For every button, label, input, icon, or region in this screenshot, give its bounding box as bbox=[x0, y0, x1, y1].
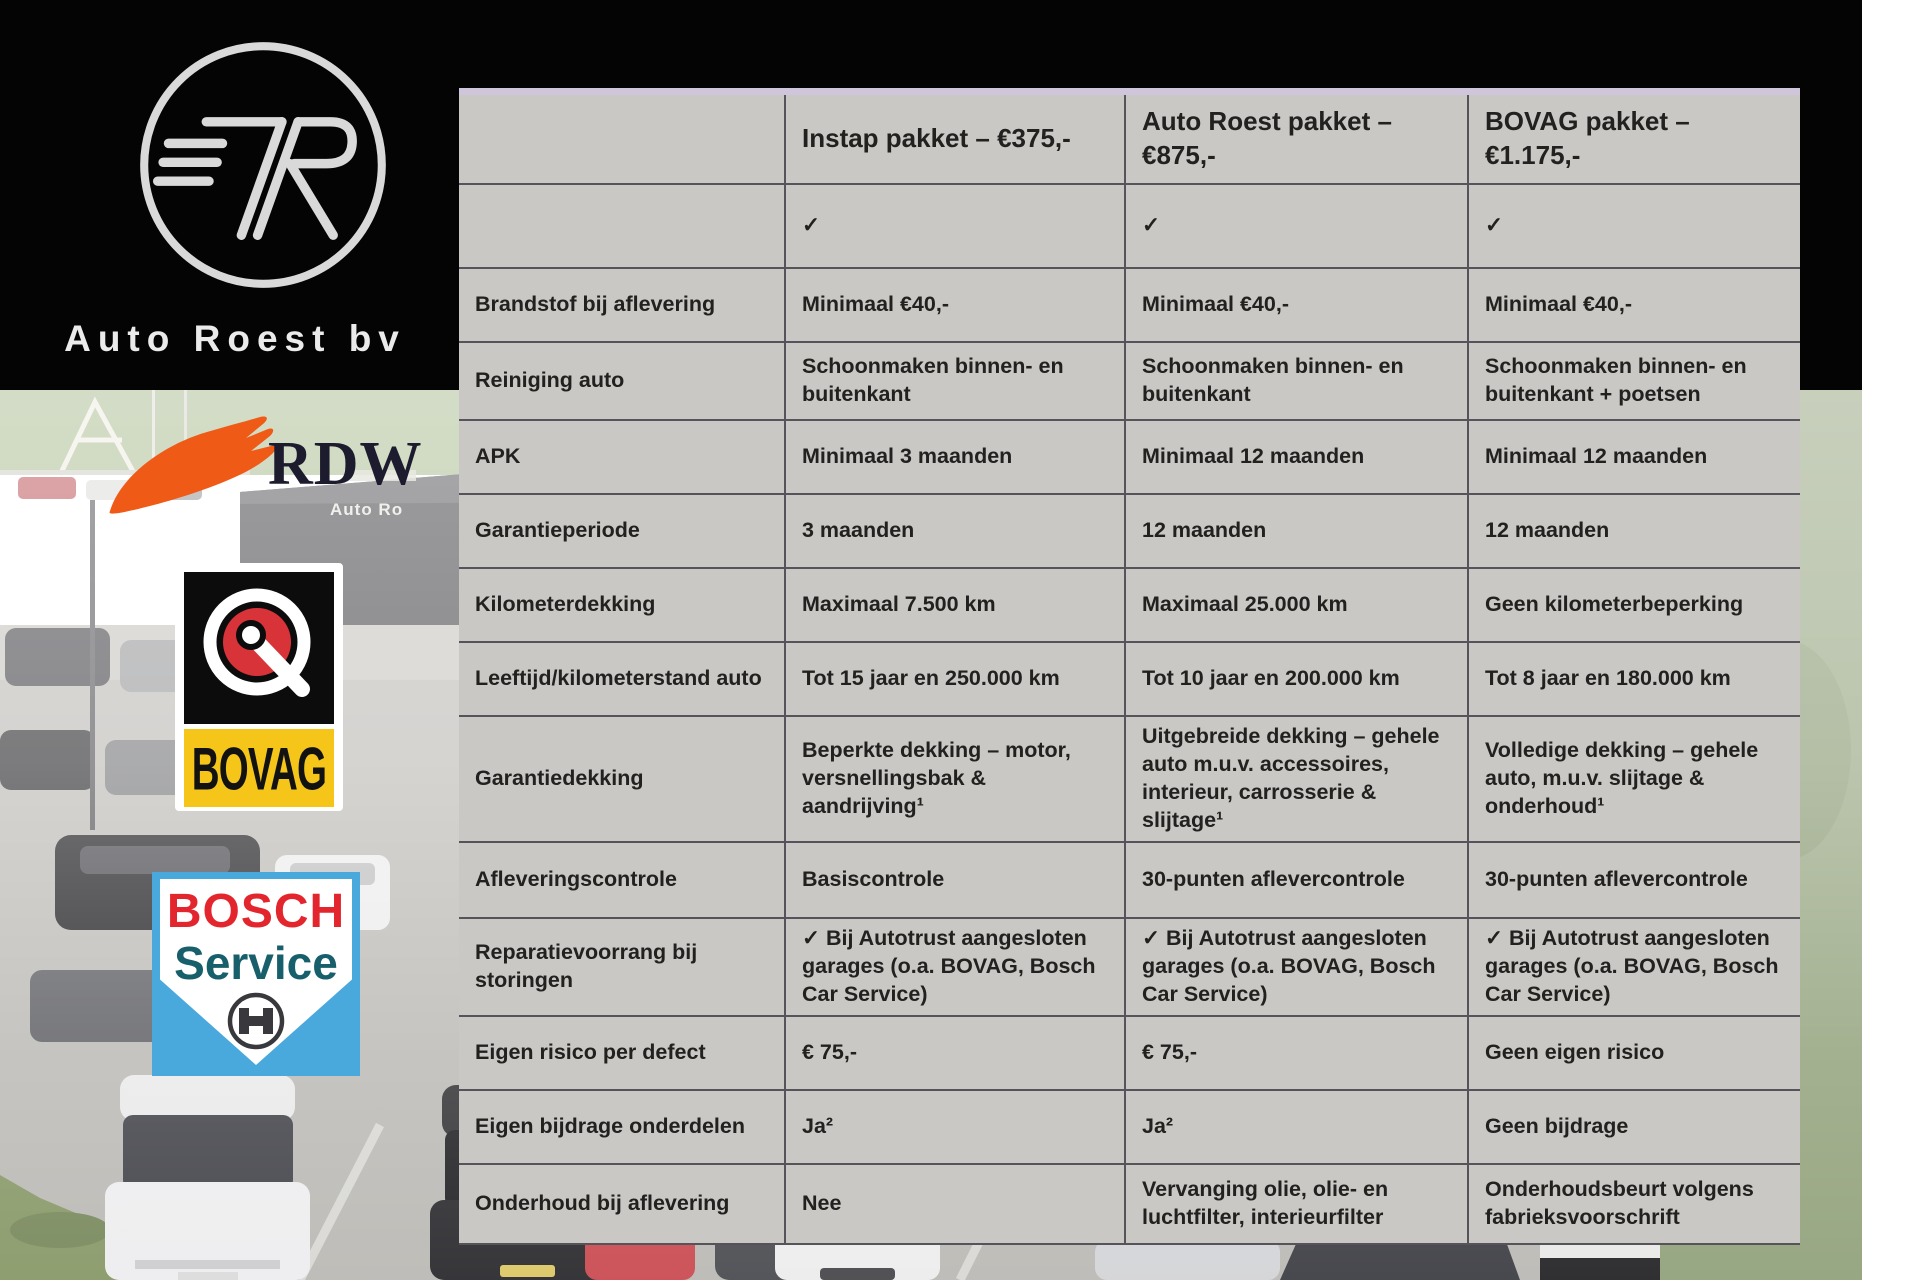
cell: Minimaal €40,- bbox=[1125, 268, 1468, 342]
cell: ✓ Bij Autotrust aangesloten garages (o.a. BOVAG, Bosch Car Service) bbox=[1125, 918, 1468, 1016]
row-label: Afleveringscontrole bbox=[459, 842, 785, 918]
bosch-service-label: Service bbox=[174, 937, 338, 989]
row-label: Reiniging auto bbox=[459, 342, 785, 420]
table-row bbox=[459, 342, 1800, 420]
cell: Beperkte dekking – motor, versnellingsbak & aandrijving¹ bbox=[785, 716, 1125, 842]
cell: ✓ bbox=[1125, 184, 1468, 268]
cell: Volledige dekking – gehele auto, m.u.v. slijtage & onderhoud¹ bbox=[1468, 716, 1800, 842]
cell: Ja² bbox=[1125, 1090, 1468, 1164]
row-label: Onderhoud bij aflevering bbox=[459, 1164, 785, 1244]
building-sign: Auto Ro bbox=[330, 500, 404, 519]
bosch-label: BOSCH bbox=[166, 885, 346, 938]
bovag-tyre-icon bbox=[184, 572, 334, 724]
table-row bbox=[459, 1016, 1800, 1090]
row-label: Garantieperiode bbox=[459, 494, 785, 568]
table-header-row bbox=[459, 92, 1800, 185]
cell: ✓ bbox=[1468, 184, 1800, 268]
cell: Minimaal 12 maanden bbox=[1468, 420, 1800, 494]
table-row bbox=[459, 1090, 1800, 1164]
auto-roest-logo-icon bbox=[128, 30, 398, 300]
cell: € 75,- bbox=[785, 1016, 1125, 1090]
table-row bbox=[459, 420, 1800, 494]
bosch-service-logo bbox=[152, 872, 360, 1076]
rdw-wing-icon bbox=[100, 415, 285, 525]
cell: Vervanging olie, olie- en luchtfilter, interieurfilter bbox=[1125, 1164, 1468, 1244]
row-label: Brandstof bij aflevering bbox=[459, 268, 785, 342]
row-label: Eigen risico per defect bbox=[459, 1016, 785, 1090]
cell: Minimaal 3 maanden bbox=[785, 420, 1125, 494]
cell: Schoonmaken binnen- en buitenkant + poetsen bbox=[1468, 342, 1800, 420]
table-row bbox=[459, 918, 1800, 1016]
column-header-bovag: BOVAG pakket – €1.175,- bbox=[1468, 92, 1800, 185]
company-name: Auto Roest bv bbox=[64, 318, 406, 359]
row-label: Eigen bijdrage onderdelen bbox=[459, 1090, 785, 1164]
cell: Schoonmaken binnen- en buitenkant bbox=[785, 342, 1125, 420]
table-row bbox=[459, 268, 1800, 342]
cell: Minimaal 12 maanden bbox=[1125, 420, 1468, 494]
bosch-armature-icon bbox=[225, 990, 287, 1052]
table-row bbox=[459, 642, 1800, 716]
cell: Maximaal 25.000 km bbox=[1125, 568, 1468, 642]
table-row bbox=[459, 568, 1800, 642]
bovag-label: BOVAG bbox=[191, 734, 327, 802]
cell: Geen eigen risico bbox=[1468, 1016, 1800, 1090]
row-label: APK bbox=[459, 420, 785, 494]
cell: € 75,- bbox=[1125, 1016, 1468, 1090]
cell: Tot 8 jaar en 180.000 km bbox=[1468, 642, 1800, 716]
table-row bbox=[459, 716, 1800, 842]
cell: Geen kilometerbeperking bbox=[1468, 568, 1800, 642]
bovag-logo bbox=[175, 563, 343, 811]
cell: Ja² bbox=[785, 1090, 1125, 1164]
table-row bbox=[459, 1164, 1800, 1244]
rdw-label: RDW bbox=[268, 430, 423, 498]
cell: 30-punten aflevercontrole bbox=[1125, 842, 1468, 918]
comparison-table-body bbox=[459, 184, 1800, 1244]
cell: 30-punten aflevercontrole bbox=[1468, 842, 1800, 918]
table-row bbox=[459, 184, 1800, 268]
cell: Geen bijdrage bbox=[1468, 1090, 1800, 1164]
cell: Minimaal €40,- bbox=[1468, 268, 1800, 342]
bovag-label-band bbox=[184, 729, 334, 807]
cell: Tot 15 jaar en 250.000 km bbox=[785, 642, 1125, 716]
cell: Minimaal €40,- bbox=[785, 268, 1125, 342]
cell: ✓ Bij Autotrust aangesloten garages (o.a. BOVAG, Bosch Car Service) bbox=[785, 918, 1125, 1016]
cell: 12 maanden bbox=[1125, 494, 1468, 568]
cell: Onderhoudsbeurt volgens fabrieksvoorschrift bbox=[1468, 1164, 1800, 1244]
row-label bbox=[459, 184, 785, 268]
cell: 12 maanden bbox=[1468, 494, 1800, 568]
column-header-empty bbox=[459, 92, 785, 185]
cell: Tot 10 jaar en 200.000 km bbox=[1125, 642, 1468, 716]
cell: Maximaal 7.500 km bbox=[785, 568, 1125, 642]
cell: Schoonmaken binnen- en buitenkant bbox=[1125, 342, 1468, 420]
cell: Nee bbox=[785, 1164, 1125, 1244]
cell: 3 maanden bbox=[785, 494, 1125, 568]
cell: Uitgebreide dekking – gehele auto m.u.v. accessoires, interieur, carrosserie & slijtage¹ bbox=[1125, 716, 1468, 842]
row-label: Reparatievoorrang bij storingen bbox=[459, 918, 785, 1016]
row-label: Leeftijd/kilometerstand auto bbox=[459, 642, 785, 716]
table-row bbox=[459, 494, 1800, 568]
column-header-auto-roest: Auto Roest pakket – €875,- bbox=[1125, 92, 1468, 185]
package-comparison-table bbox=[459, 88, 1800, 1245]
rdw-logo bbox=[100, 415, 430, 530]
table-row bbox=[459, 842, 1800, 918]
column-header-instap: Instap pakket – €375,- bbox=[785, 92, 1125, 185]
cell: Basiscontrole bbox=[785, 842, 1125, 918]
row-label: Kilometerdekking bbox=[459, 568, 785, 642]
cell: ✓ Bij Autotrust aangesloten garages (o.a. BOVAG, Bosch Car Service) bbox=[1468, 918, 1800, 1016]
cell: ✓ bbox=[785, 184, 1125, 268]
row-label: Garantiedekking bbox=[459, 716, 785, 842]
